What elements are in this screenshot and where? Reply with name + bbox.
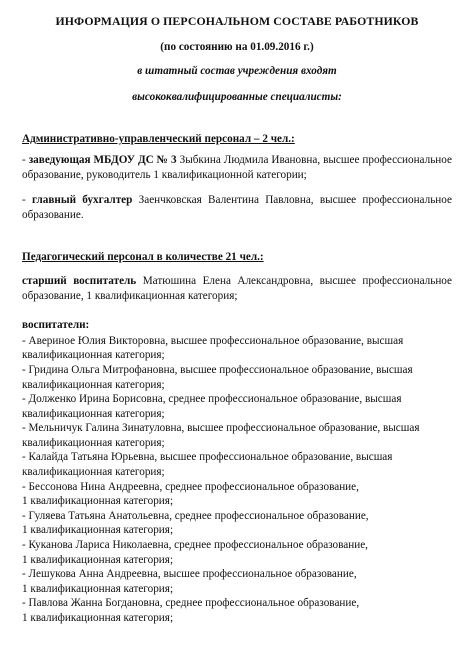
list-item: квалификационная категория; <box>22 407 165 420</box>
educators-heading: воспитатели: <box>22 319 90 332</box>
list-item: 1 квалификационная категория; <box>22 582 174 595</box>
admin-section-heading: Административно-управленческий персонал – 2 чел.: <box>22 133 295 146</box>
admin-item-role: заведующая МБДОУ ДС № 3 <box>28 153 177 166</box>
list-item: квалификационная категория; <box>22 349 165 362</box>
list-item: - Лешукова Анна Андреевна, высшее профессиональное образование, <box>22 568 357 581</box>
list-item: 1 квалификационная категория; <box>22 495 174 508</box>
list-item: - Долженко Ирина Борисовна, среднее профессиональное образование, высшая <box>22 393 402 406</box>
list-item: - Гридина Ольга Митрофановна, высшее профессиональное образование, высшая <box>22 363 413 376</box>
list-item: 1 квалификационная категория; <box>22 553 174 566</box>
intro-line-1: в штатный состав учреждения входят <box>137 65 337 78</box>
list-item: квалификационная категория; <box>22 466 165 479</box>
senior-educator <box>22 274 452 303</box>
list-item: - Калайда Татьяна Юрьевна, высшее профессиональное образование, высшая <box>22 451 393 464</box>
admin-item-text: Зыбкина Людмила Ивановна, высшее профессиональное образование, руководитель 1 квалификационной категории; <box>22 153 452 181</box>
list-item: - Мельничук Галина Зинатуловна, высшее профессиональное образование, высшая <box>22 422 420 435</box>
senior-educator-role: старший воспитатель <box>22 274 137 287</box>
date-line: (по состоянию на 01.09.2016 г.) <box>160 40 314 53</box>
list-item: 1 квалификационная категория; <box>22 524 174 537</box>
list-item: квалификационная категория; <box>22 436 165 449</box>
educators-list <box>22 334 452 626</box>
senior-educator-text: Матюшина Елена Александровна, высшее профессиональное образование, 1 квалификационная категория; <box>22 274 452 302</box>
list-item: - Куканова Лариса Николаевна, среднее профессиональное образование, <box>22 539 368 552</box>
admin-item-prefix: - <box>22 153 29 166</box>
admin-item-head <box>22 153 452 182</box>
list-item: - Авериное Юлия Викторовна, высшее профессиональное образование, высшая <box>22 334 404 347</box>
list-item: 1 квалификационная категория; <box>22 612 174 624</box>
document-title: ИНФОРМАЦИЯ О ПЕРСОНАЛЬНОМ СОСТАВЕ РАБОТНИКОВ <box>55 14 419 28</box>
list-item: - Бессонова Нина Андреевна, среднее профессиональное образование, <box>22 480 359 493</box>
admin-item-prefix: - <box>22 194 32 207</box>
pedagogical-section-heading: Педагогический персонал в количестве 21 чел.: <box>22 251 264 264</box>
list-item: - Павлова Жанна Богдановна, среднее профессиональное образование, <box>22 597 360 610</box>
list-item: квалификационная категория; <box>22 378 165 391</box>
list-item: - Гуляева Татьяна Анатольевна, среднее профессиональное образование, <box>22 509 369 522</box>
admin-item-text: Заенчковская Валентина Павловна, высшее профессиональное образование. <box>22 194 452 221</box>
intro-line-2: высококвалифицированные специалисты: <box>132 90 342 103</box>
admin-item-role: главный бухгалтер <box>31 194 133 207</box>
admin-item-accountant <box>22 193 452 222</box>
